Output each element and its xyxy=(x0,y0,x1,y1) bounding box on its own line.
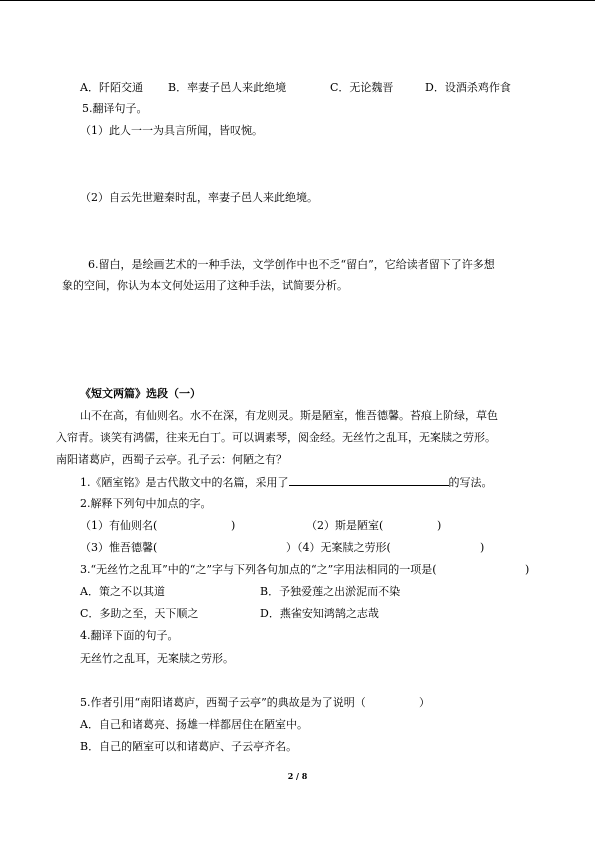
page-top-border xyxy=(0,0,595,1)
s2-q2-title: 2.解释下列句中加点的字。 xyxy=(80,497,212,510)
s2-q2-item-1-close: ) xyxy=(231,519,236,532)
s2-q5-close: ） xyxy=(419,696,430,709)
option-c: C．无论魏晋 xyxy=(330,81,394,94)
passage-line-1: 山不在高，有仙则名。水不在深，有龙则灵。斯是陋室，惟吾德馨。苔痕上阶绿，草色 xyxy=(80,409,498,422)
q6-line-1: 6.留白，是绘画艺术的一种手法，文学创作中也不乏“留白”，它给读者留下了许多想 xyxy=(88,258,495,271)
s2-q3-option-d: D．燕雀安知鸿鹄之志哉 xyxy=(260,607,379,620)
s2-q3-option-a: A．策之不以其道 xyxy=(80,585,165,598)
q5-item-1: （1）此人一一为具言所闻，皆叹惋。 xyxy=(80,124,263,137)
section-title: 《短文两篇》选段（一） xyxy=(80,387,201,400)
q5-item-2: （2）自云先世避秦时乱，率妻子邑人来此绝境。 xyxy=(80,191,318,204)
s2-q3-option-c: C．多助之至，天下顺之 xyxy=(80,607,199,620)
s2-q1-prefix: 1.《陋室铭》是古代散文中的名篇，采用了 xyxy=(80,476,289,489)
s2-q3-option-b: B．予独爱莲之出淤泥而不染 xyxy=(260,585,401,598)
option-b: B．率妻子邑人来此绝境 xyxy=(168,81,287,94)
s2-q2-item-2: （2）斯是陋室( xyxy=(306,519,384,532)
s2-q1 xyxy=(80,474,493,490)
option-a: A．阡陌交通 xyxy=(80,81,143,94)
page-number: 2 / 8 xyxy=(287,771,308,781)
q6-line-2: 象的空间，你认为本文何处运用了这种手法，试简要分析。 xyxy=(62,279,348,292)
s2-q3-title: 3.“无丝竹之乱耳”中的“之”字与下列各句加点的“之”字用法相同的一项是( xyxy=(80,563,437,576)
option-d: D．设酒杀鸡作食 xyxy=(425,81,511,94)
s2-q4-title: 4.翻译下面的句子。 xyxy=(80,629,179,642)
s2-q1-suffix: 的写法。 xyxy=(448,476,493,489)
q5-title: 5.翻译句子。 xyxy=(82,102,148,115)
s2-q5-option-b: B．自己的陋室可以和诸葛庐、子云亭齐名。 xyxy=(80,740,298,753)
passage-line-3: 南阳诸葛庐，西蜀子云亭。孔子云：何陋之有？ xyxy=(56,453,287,466)
s2-q5-title: 5.作者引用“南阳诸葛庐，西蜀子云亭”的典故是为了说明（ xyxy=(80,696,366,709)
s2-q3-close: ) xyxy=(525,563,530,576)
passage-line-2: 入帘青。谈笑有鸿儒，往来无白丁。可以调素琴，阅金经。无丝竹之乱耳，无案牍之劳形。 xyxy=(56,431,496,444)
s2-q2-item-4-close: ) xyxy=(480,541,485,554)
s2-q2-item-3: （3）惟吾德馨( xyxy=(80,541,158,554)
s2-q2-item-1: （1）有仙则名( xyxy=(80,519,158,532)
s2-q2-item-2-close: ) xyxy=(437,519,442,532)
s2-q4-sentence: 无丝竹之乱耳，无案牍之劳形。 xyxy=(80,652,234,665)
s2-q1-blank[interactable] xyxy=(289,474,449,486)
s2-q2-item-4: ）（4）无案牍之劳形( xyxy=(286,541,391,554)
s2-q5-option-a: A．自己和诸葛亮、扬雄一样都居住在陋室中。 xyxy=(80,718,308,731)
